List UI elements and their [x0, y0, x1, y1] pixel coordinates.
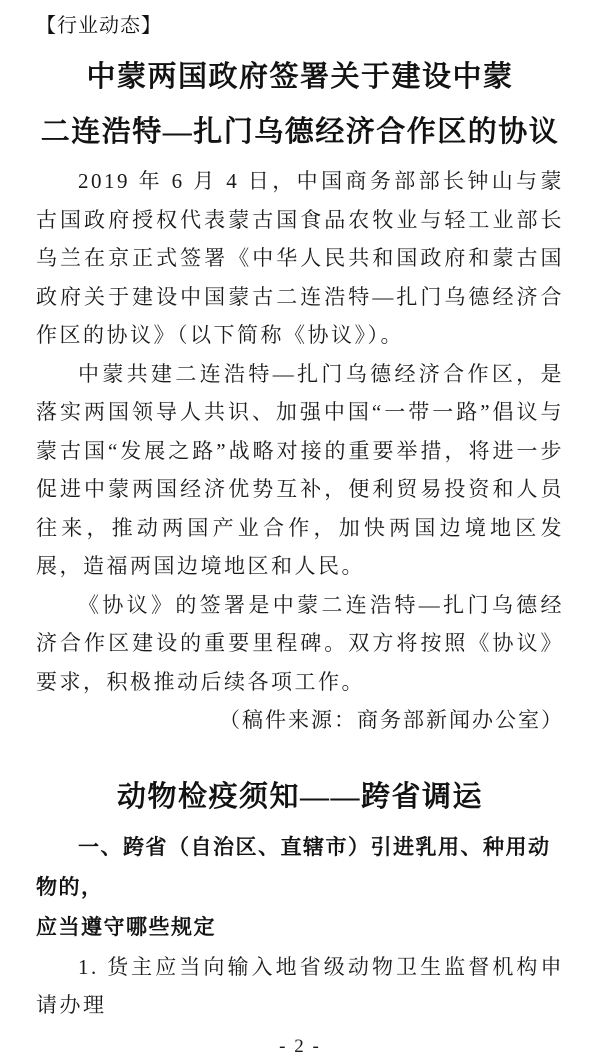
article1-body	[36, 162, 564, 740]
article1-title	[36, 50, 564, 160]
section-label: 【行业动态】	[36, 15, 162, 37]
article1-paragraph-1: 2019 年 6 月 4 日，中国商务部部长钟山与蒙古国政府授权代表蒙古国食品农牧业与轻工业部长乌兰在京正式签署《中华人民共和国政府和蒙古国政府关于建设中国蒙古二连浩特—扎门乌德经济合作区的协议》（以下简称《协议》）。	[36, 169, 564, 347]
article2-subheading-line2: 应当遵守哪些规定	[36, 915, 216, 939]
article1-title-line1: 中蒙两国政府签署关于建设中蒙	[86, 61, 514, 93]
article2-body	[36, 948, 564, 1025]
article2-subheading-line1: 一、跨省（自治区、直辖市）引进乳用、种用动物的，	[36, 835, 551, 899]
article1-paragraph-3: 《协议》的签署是中蒙二连浩特—扎门乌德经济合作区建设的重要里程碑。双方将按照《协议》要求，积极推动后续各项工作。	[36, 592, 564, 694]
article2-subheading	[36, 828, 564, 948]
article1-paragraph-2: 中蒙共建二连浩特—扎门乌德经济合作区，是落实两国领导人共识、加强中国“一带一路”倡议与蒙古国“发展之路”战略对接的重要举措，将进一步促进中蒙两国经济优势互补，便利贸易投资和人员往来，推动两国产业合作，加快两国边境地区发展，造福两国边境地区和人民。	[36, 361, 564, 578]
page-number: - 2 -	[279, 1035, 321, 1057]
article2-paragraph-1: 1. 货主应当向输入地省级动物卫生监督机构申请办理	[36, 954, 564, 1017]
article2-title: 动物检疫须知——跨省调运	[116, 780, 483, 813]
article1-source-line: （稿件来源：商务部新闻办公室）	[219, 708, 564, 732]
article1-title-line2: 二连浩特—扎门乌德经济合作区的协议	[40, 116, 560, 148]
